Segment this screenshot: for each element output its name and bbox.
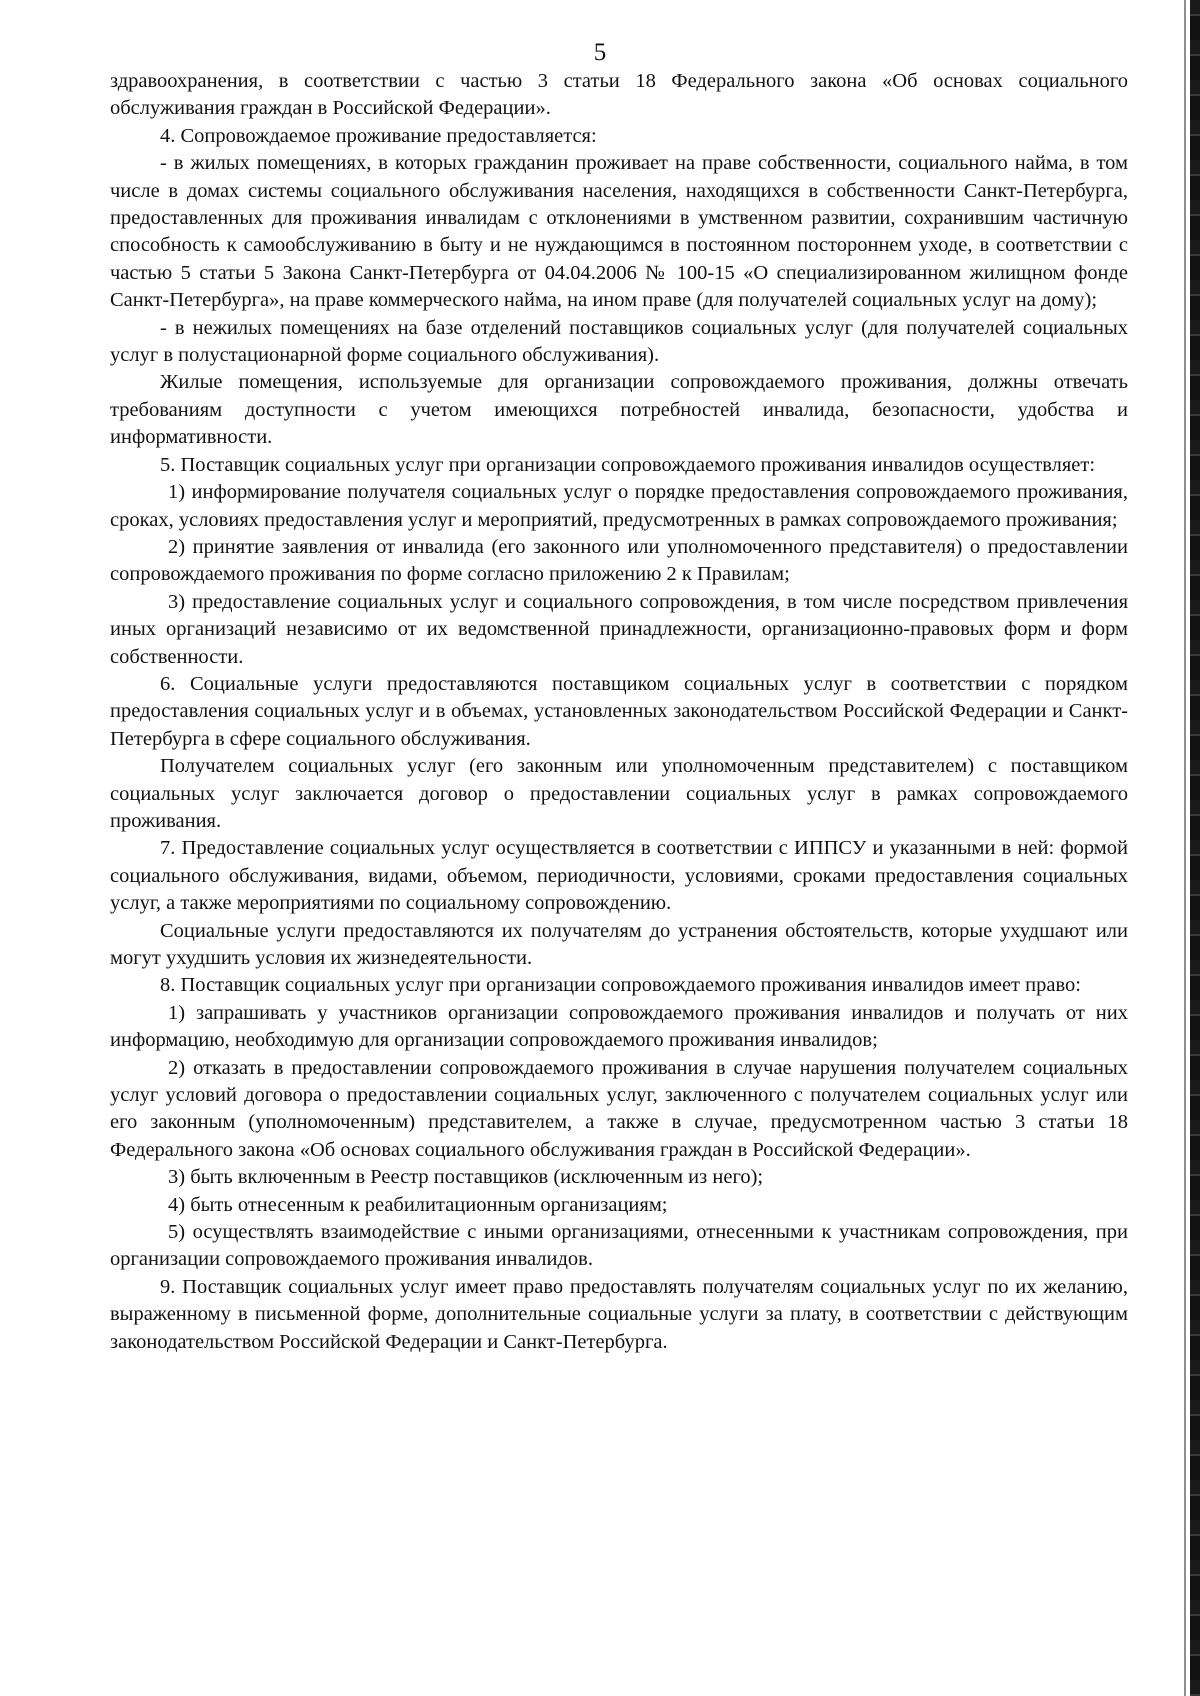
paragraph-item-5-2: 2) принятие заявления от инвалида (его законного или уполномоченного представителя) о предоставлении сопровождаемого проживания по форме согласно приложению 2 к Правилам; — [110, 535, 1128, 586]
paragraph-item-7: 7. Предоставление социальных услуг осуществляется в соответствии с ИППСУ и указанными в ней: формой социального обслуживания, видами, объемом, периодичности, условиями, сроками предоставления социальных услуг, а также мероприятиями по социальному сопровождению. — [110, 837, 1128, 915]
paragraph-item-6: 6. Социальные услуги предоставляются поставщиком социальных услуг в соответствии с порядком предоставления социальных услуг и в объемах, установленных законодательством Российской Федерации и Санкт-Петербурга в сфере социального обслуживания. — [110, 672, 1128, 750]
document-body — [110, 68, 1128, 1356]
paragraph-item-8-5: 5) осуществлять взаимодействие с иными организациями, отнесенными к участникам сопровождения, при организации сопровождаемого проживания инвалидов. — [110, 1221, 1128, 1271]
scan-edge-line — [1184, 0, 1186, 1696]
paragraph-item-4: 4. Сопровождаемое проживание предоставляется: — [160, 124, 597, 147]
paragraph-item-5-3: 3) предоставление социальных услуг и социального сопровождения, в том числе посредством привлечения иных организаций независимо от их ведомственной принадлежности, организационно-правовых форм и форм собственности. — [110, 590, 1128, 668]
page-number: 5 — [593, 39, 607, 66]
paragraph-residential-premises: - в жилых помещениях, в которых гражданин проживает на праве собственности, социального найма, в том числе в домах системы социального обслуживания населения, находящихся в собственности Санкт-Петербурга, предоставленных для проживания инвалидам с отклонениями в умственном развитии, сохранившим частичную способность к самообслуживанию в быту и не нуждающимся в постоянном постороннем уходе, в соответствии с частью 5 статьи 5 Закона Санкт-Петербурга от 04.04.2006 № 100-15 «О специализированном жилищном фонде Санкт-Петербурга», на праве коммерческого найма, на ином праве (для получателей социальных услуг на дому); — [110, 152, 1128, 312]
paragraph-premises-requirements: Жилые помещения, используемые для организации сопровождаемого проживания, должны отвечать требованиям доступности с учетом имеющихся потребностей инвалида, безопасности, удобства и информативности. — [110, 371, 1128, 449]
paragraph-service-duration: Социальные услуги предоставляются их получателям до устранения обстоятельств, которые ухудшают или могут ухудшить условия их жизнедеятельности. — [110, 919, 1128, 969]
paragraph-continuation: здравоохранения, в соответствии с частью 3 статьи 18 Федерального закона «Об основах социального обслуживания граждан в Российской Федерации». — [110, 70, 1128, 120]
paragraph-item-9: 9. Поставщик социальных услуг имеет право предоставлять получателям социальных услуг по их желанию, выраженному в письменной форме, дополнительные социальные услуги за плату, в соответствии с действующим законодательством Российской Федерации и Санкт-Петербурга. — [110, 1275, 1128, 1353]
paragraph-item-5-1: 1) информирование получателя социальных услуг о порядке предоставления сопровождаемого проживания, сроках, условиях предоставления услуг и мероприятий, предусмотренных в рамках сопровождаемого проживания; — [110, 481, 1128, 531]
paragraph-item-8-2: 2) отказать в предоставлении сопровождаемого проживания в случае нарушения получателем социальных услуг условий договора о предоставлении социальных услуг, заключенного с получателем социальных услуг или его законным (уполномоченным) представителем, а также в случае, предусмотренном частью 3 статьи 18 Федерального закона «Об основах социального обслуживания граждан в Российской Федерации». — [110, 1056, 1128, 1161]
paragraph-item-8-1: 1) запрашивать у участников организации сопровождаемого проживания инвалидов и получать от них информацию, необходимую для организации сопровождаемого проживания инвалидов; — [110, 1001, 1128, 1052]
paragraph-item-8: 8. Поставщик социальных услуг при организации сопровождаемого проживания инвалидов имеет право: — [160, 974, 1081, 997]
paragraph-item-8-4: 4) быть отнесенным к реабилитационным организациям; — [168, 1193, 668, 1216]
paragraph-contract: Получателем социальных услуг (его законным или уполномоченным представителем) с поставщиком социальных услуг заключается договор о предоставлении социальных услуг в рамках сопровождаемого проживания. — [110, 755, 1128, 832]
scan-edge-border — [1190, 0, 1200, 1696]
paragraph-item-5: 5. Поставщик социальных услуг при организации сопровождаемого проживания инвалидов осуществляет: — [160, 453, 1096, 476]
paragraph-non-residential-premises: - в нежилых помещениях на базе отделений поставщиков социальных услуг (для получателей социальных услуг в полустационарной форме социального обслуживания). — [110, 316, 1128, 367]
paragraph-item-8-3: 3) быть включенным в Реестр поставщиков (исключенным из него); — [168, 1166, 764, 1189]
